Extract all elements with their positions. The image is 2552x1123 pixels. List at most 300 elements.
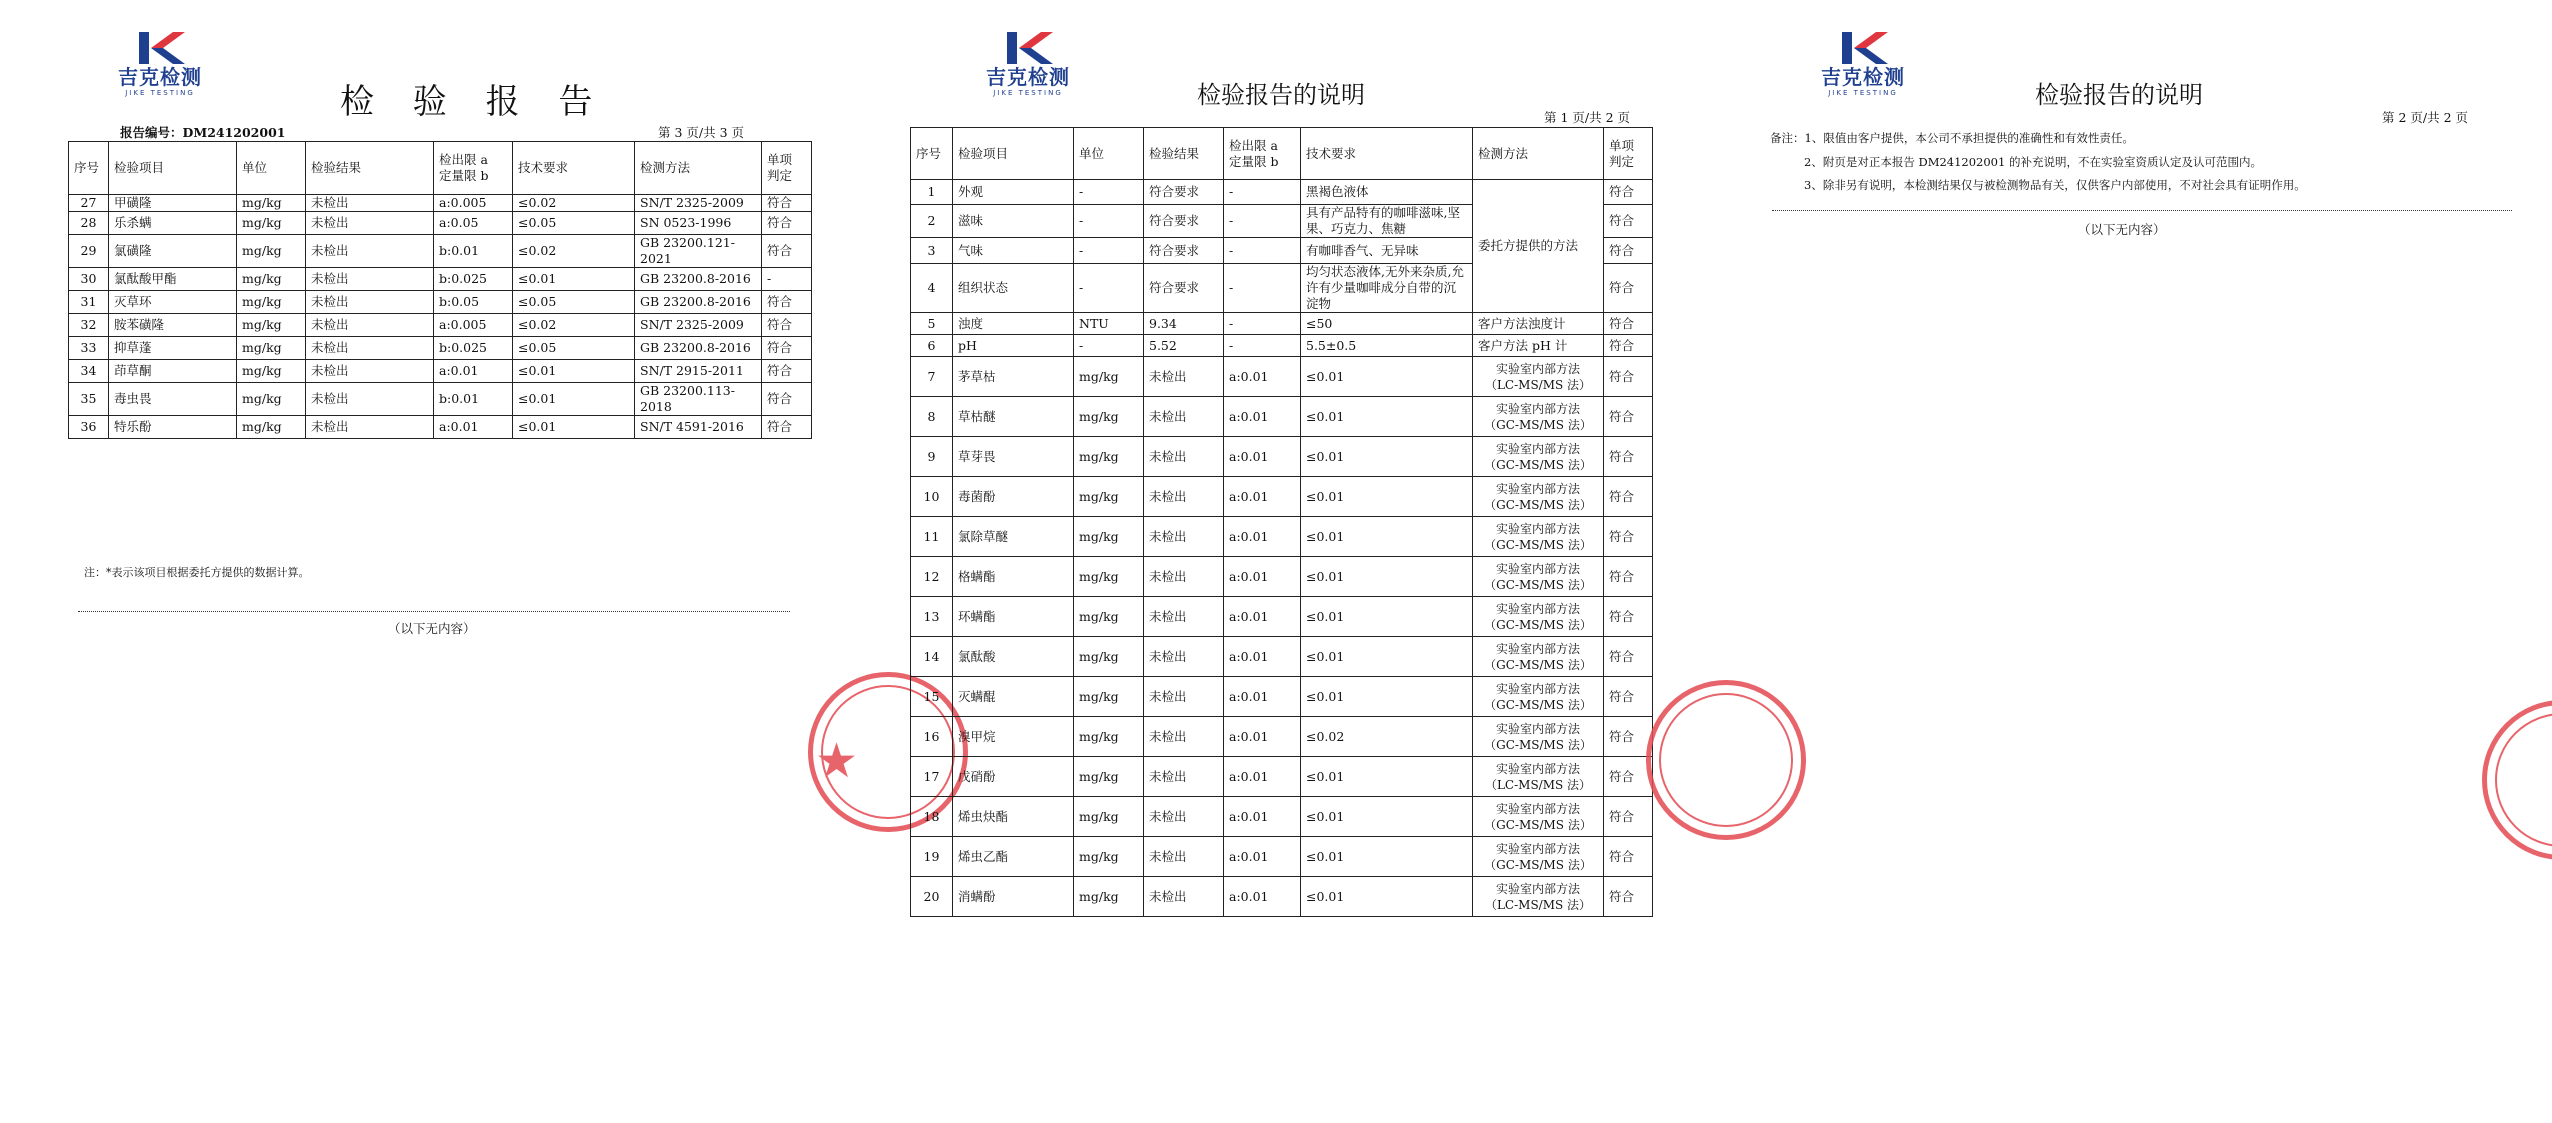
table-cell: a:0.01 <box>1224 517 1301 557</box>
table-cell: 32 <box>69 314 109 337</box>
table-cell: 烯虫乙酯 <box>953 837 1074 877</box>
table-cell: 未检出 <box>306 360 434 383</box>
jike-logo <box>1803 30 1923 98</box>
table-cell: ≤0.05 <box>513 291 635 314</box>
table-cell: 30 <box>69 268 109 291</box>
table-cell: 7 <box>911 357 953 397</box>
page-indicator: 第 2 页/共 2 页 <box>2382 110 2469 125</box>
table-cell: 抑草蓬 <box>109 337 237 360</box>
table-cell: 符合 <box>1604 437 1653 477</box>
table-cell: 符合 <box>762 235 812 268</box>
table-cell: a:0.01 <box>1224 677 1301 717</box>
table-cell: 12 <box>911 557 953 597</box>
explanation-page-1 <box>850 0 1700 1123</box>
end-of-content: （以下无内容） <box>388 621 476 636</box>
jike-k-logo-icon <box>1001 30 1055 66</box>
jike-k-logo-icon <box>1836 30 1890 66</box>
table-cell: 格螨酯 <box>953 557 1074 597</box>
table-cell: 胺苯磺隆 <box>109 314 237 337</box>
table-cell: - <box>1224 264 1301 313</box>
table-cell: 14 <box>911 637 953 677</box>
table-cell: 5.52 <box>1144 335 1224 357</box>
table-cell: 34 <box>69 360 109 383</box>
table-cell: 环螨酯 <box>953 597 1074 637</box>
table-cell: SN 0523-1996 <box>635 212 762 235</box>
table-cell: mg/kg <box>237 314 306 337</box>
page-title: 检验报告的说明 <box>2035 81 2203 109</box>
table-cell: a:0.01 <box>1224 797 1301 837</box>
table-cell: - <box>762 268 812 291</box>
table-cell: ≤0.01 <box>513 268 635 291</box>
column-header: 检验结果 <box>306 142 434 195</box>
table-cell: 未检出 <box>306 235 434 268</box>
table-cell: 符合 <box>1604 837 1653 877</box>
table-cell: 烯虫炔酯 <box>953 797 1074 837</box>
table-cell: 符合 <box>1604 397 1653 437</box>
table-cell: 9.34 <box>1144 313 1224 335</box>
table-cell: a:0.01 <box>1224 437 1301 477</box>
table-cell: 实验室内部方法 （GC-MS/MS 法） <box>1473 437 1604 477</box>
table-cell: 未检出 <box>1144 597 1224 637</box>
table-cell: ≤0.01 <box>1301 757 1473 797</box>
table-row <box>911 837 1653 877</box>
remarks-label: 备注： <box>1770 131 1805 145</box>
table-cell: 符合 <box>1604 717 1653 757</box>
table-cell: 均匀状态液体,无外来杂质,允许有少量咖啡成分自带的沉淀物 <box>1301 264 1473 313</box>
report-number-value: DM241202001 <box>182 125 286 140</box>
table-cell: mg/kg <box>1074 557 1144 597</box>
column-header: 检验项目 <box>109 142 237 195</box>
jike-logo <box>100 30 220 98</box>
table-row <box>911 477 1653 517</box>
table-cell: a:0.01 <box>1224 397 1301 437</box>
column-header: 检出限 a 定量限 b <box>434 142 513 195</box>
table-cell: 符合 <box>1604 797 1653 837</box>
table-cell: ≤0.01 <box>1301 877 1473 917</box>
table-cell: 20 <box>911 877 953 917</box>
table-cell: ≤0.01 <box>1301 517 1473 557</box>
table-row <box>69 195 812 212</box>
table-cell: mg/kg <box>1074 637 1144 677</box>
table-cell: a:0.005 <box>434 314 513 337</box>
table-cell: 符合要求 <box>1144 238 1224 264</box>
table-header-row <box>911 128 1653 180</box>
table-row <box>911 517 1653 557</box>
table-cell: 15 <box>911 677 953 717</box>
table-cell: ≤0.02 <box>513 314 635 337</box>
table-cell: 8 <box>911 397 953 437</box>
table-cell: 符合 <box>762 360 812 383</box>
table-cell: 实验室内部方法 （LC-MS/MS 法） <box>1473 357 1604 397</box>
table-cell: mg/kg <box>1074 517 1144 557</box>
table-cell: 实验室内部方法 （GC-MS/MS 法） <box>1473 717 1604 757</box>
dotted-divider <box>1772 210 2512 211</box>
jike-k-logo-icon <box>133 30 187 66</box>
table-cell: 符合要求 <box>1144 180 1224 205</box>
table-cell: SN/T 2325-2009 <box>635 195 762 212</box>
table-row <box>69 291 812 314</box>
table-cell: 27 <box>69 195 109 212</box>
table-cell: 有咖啡香气、无异味 <box>1301 238 1473 264</box>
table-cell: 毒虫畏 <box>109 383 237 416</box>
table-cell: 符合 <box>762 291 812 314</box>
table-cell: 茚草酮 <box>109 360 237 383</box>
table-cell: - <box>1074 238 1144 264</box>
table-row <box>911 637 1653 677</box>
table-cell: 5 <box>911 313 953 335</box>
table-cell: 草芽畏 <box>953 437 1074 477</box>
dotted-divider <box>78 611 790 612</box>
table-cell: 符合 <box>762 337 812 360</box>
table-cell: 符合要求 <box>1144 264 1224 313</box>
table-row <box>911 717 1653 757</box>
table-row <box>911 597 1653 637</box>
table-cell: 客户方法浊度计 <box>1473 313 1604 335</box>
table-cell: ≤0.02 <box>513 195 635 212</box>
table-cell: mg/kg <box>1074 397 1144 437</box>
table-cell: 3 <box>911 238 953 264</box>
table-cell: 特乐酚 <box>109 416 237 439</box>
table-cell: 氯酞酸 <box>953 637 1074 677</box>
table-cell: ≤0.01 <box>1301 797 1473 837</box>
table-row <box>69 416 812 439</box>
official-stamp <box>2482 700 2552 860</box>
table-cell: mg/kg <box>237 291 306 314</box>
table-cell: 消螨酚 <box>953 877 1074 917</box>
page-title: 检验报告的说明 <box>1197 81 1365 109</box>
table-cell: 符合 <box>1604 877 1653 917</box>
page-indicator: 第 3 页/共 3 页 <box>658 125 745 140</box>
table-cell: ≤0.01 <box>513 383 635 416</box>
table-cell: - <box>1074 180 1144 205</box>
table-cell: a:0.01 <box>1224 717 1301 757</box>
table-cell: 未检出 <box>306 337 434 360</box>
jike-logo <box>968 30 1088 98</box>
table-cell: 13 <box>911 597 953 637</box>
table-cell: 35 <box>69 383 109 416</box>
table-cell: ≤0.02 <box>513 235 635 268</box>
table-cell: ≤0.01 <box>1301 837 1473 877</box>
table-cell: 未检出 <box>306 383 434 416</box>
table-cell: mg/kg <box>237 195 306 212</box>
report-page-3 <box>0 0 859 1123</box>
table-cell: 实验室内部方法 （GC-MS/MS 法） <box>1473 637 1604 677</box>
sensory-method-cell: 委托方提供的方法 <box>1473 180 1604 313</box>
table-cell: 实验室内部方法 （GC-MS/MS 法） <box>1473 797 1604 837</box>
table-row <box>69 268 812 291</box>
table-cell: 9 <box>911 437 953 477</box>
table-row <box>911 757 1653 797</box>
table-cell: b:0.01 <box>434 383 513 416</box>
table-cell: 符合 <box>1604 180 1653 205</box>
table-cell: ≤0.01 <box>1301 557 1473 597</box>
table-cell: ≤0.01 <box>1301 397 1473 437</box>
table-row <box>911 397 1653 437</box>
table-cell: 2 <box>911 205 953 238</box>
table-cell: - <box>1074 264 1144 313</box>
table-cell: 未检出 <box>1144 757 1224 797</box>
table-cell: 未检出 <box>1144 477 1224 517</box>
remark-line-2: 2、附页是对正本报告 DM241202001 的补充说明，不在实验室资质认定及认可范围内。 <box>1804 154 2262 169</box>
table-cell: 毒菌酚 <box>953 477 1074 517</box>
table-cell: a:0.01 <box>434 360 513 383</box>
table-cell: a:0.01 <box>1224 637 1301 677</box>
table-cell: 实验室内部方法 （GC-MS/MS 法） <box>1473 517 1604 557</box>
table-cell: mg/kg <box>1074 477 1144 517</box>
table-cell: 16 <box>911 717 953 757</box>
table-cell: SN/T 2325-2009 <box>635 314 762 337</box>
table-cell: mg/kg <box>237 268 306 291</box>
table-cell: 符合 <box>1604 205 1653 238</box>
table-cell: 符合 <box>762 416 812 439</box>
table-cell: ≤0.02 <box>1301 717 1473 757</box>
remark-line-3: 3、除非另有说明，本检测结果仅与被检测物品有关，仅供客户内部使用，不对社会具有证明作用。 <box>1804 178 2306 192</box>
table-row <box>911 357 1653 397</box>
table-row <box>911 677 1653 717</box>
table-cell: 未检出 <box>306 212 434 235</box>
table-cell: ≤0.01 <box>513 416 635 439</box>
table-cell: 未检出 <box>306 195 434 212</box>
table-cell: 符合 <box>762 383 812 416</box>
table-cell: 符合 <box>1604 637 1653 677</box>
table-cell: 31 <box>69 291 109 314</box>
table-cell: 未检出 <box>1144 877 1224 917</box>
logo-name-cn: 吉克检测 <box>118 65 202 89</box>
table-cell: b:0.025 <box>434 337 513 360</box>
table-cell: 戊硝酚 <box>953 757 1074 797</box>
table-cell: 符合 <box>1604 313 1653 335</box>
table-cell: 氯磺隆 <box>109 235 237 268</box>
table-row <box>911 335 1653 357</box>
table-cell: a:0.01 <box>1224 877 1301 917</box>
table-cell: 符合 <box>1604 557 1653 597</box>
table-cell: 10 <box>911 477 953 517</box>
table-row <box>911 797 1653 837</box>
remark-line-1: 备注：1、限值由客户提供，本公司不承担提供的准确性和有效性责任。 <box>1770 131 2134 145</box>
table-cell: GB 23200.121-2021 <box>635 235 762 268</box>
table-cell: 乐杀螨 <box>109 212 237 235</box>
table-cell: - <box>1224 238 1301 264</box>
column-header: 检验项目 <box>953 128 1074 180</box>
table-cell: 未检出 <box>1144 557 1224 597</box>
column-header: 序号 <box>911 128 953 180</box>
table-cell: NTU <box>1074 313 1144 335</box>
table-cell: 符合 <box>1604 335 1653 357</box>
table-body <box>911 180 1653 917</box>
table-cell: 具有产品特有的咖啡滋味,坚果、巧克力、焦糖 <box>1301 205 1473 238</box>
table-cell: pH <box>953 335 1074 357</box>
table-cell: ≤0.01 <box>513 360 635 383</box>
table-cell: 未检出 <box>306 291 434 314</box>
table-cell: 灭螨醌 <box>953 677 1074 717</box>
table-cell: 11 <box>911 517 953 557</box>
column-header: 序号 <box>69 142 109 195</box>
table-cell: - <box>1224 335 1301 357</box>
table-cell: 未检出 <box>1144 837 1224 877</box>
table-cell: ≤0.01 <box>1301 477 1473 517</box>
table-cell: b:0.05 <box>434 291 513 314</box>
table-cell: 黑褐色液体 <box>1301 180 1473 205</box>
table-cell: a:0.01 <box>1224 837 1301 877</box>
table-cell: mg/kg <box>1074 357 1144 397</box>
table-row <box>911 313 1653 335</box>
table-cell: 符合 <box>762 195 812 212</box>
column-header: 技术要求 <box>1301 128 1473 180</box>
column-header: 技术要求 <box>513 142 635 195</box>
table-cell: 实验室内部方法 （GC-MS/MS 法） <box>1473 597 1604 637</box>
table-row <box>69 383 812 416</box>
table-cell: 外观 <box>953 180 1074 205</box>
explanation-page-2 <box>1700 0 2552 1123</box>
table-cell: 4 <box>911 264 953 313</box>
table-cell: a:0.01 <box>1224 757 1301 797</box>
column-header: 单项 判定 <box>1604 128 1653 180</box>
table-cell: b:0.01 <box>434 235 513 268</box>
table-cell: 符合 <box>1604 477 1653 517</box>
table-cell: SN/T 2915-2011 <box>635 360 762 383</box>
logo-name-en: JIKE TESTING <box>993 89 1063 97</box>
table-cell: 未检出 <box>1144 357 1224 397</box>
table-cell: - <box>1074 335 1144 357</box>
table-cell: - <box>1224 313 1301 335</box>
table-cell: 氯酞酸甲酯 <box>109 268 237 291</box>
table-cell: - <box>1224 205 1301 238</box>
logo-name-en: JIKE TESTING <box>125 89 195 97</box>
table-cell: 17 <box>911 757 953 797</box>
table-cell: 未检出 <box>1144 797 1224 837</box>
table-cell: 符合 <box>1604 517 1653 557</box>
table-cell: ≤50 <box>1301 313 1473 335</box>
table-cell: 未检出 <box>306 268 434 291</box>
table-row <box>69 314 812 337</box>
table-cell: 实验室内部方法 （LC-MS/MS 法） <box>1473 877 1604 917</box>
table-cell: 未检出 <box>1144 637 1224 677</box>
report-number-label: 报告编号： <box>120 125 183 140</box>
column-header: 检测方法 <box>1473 128 1604 180</box>
table-cell: 实验室内部方法 （GC-MS/MS 法） <box>1473 557 1604 597</box>
results-table <box>68 141 812 439</box>
table-cell: 5.5±0.5 <box>1301 335 1473 357</box>
logo-name-en: JIKE TESTING <box>1828 89 1898 97</box>
table-cell: a:0.05 <box>434 212 513 235</box>
table-cell: a:0.01 <box>1224 557 1301 597</box>
table-cell: ≤0.05 <box>513 212 635 235</box>
table-cell: 浊度 <box>953 313 1074 335</box>
table-cell: a:0.01 <box>1224 597 1301 637</box>
table-cell: 实验室内部方法 （GC-MS/MS 法） <box>1473 677 1604 717</box>
table-cell: 符合 <box>762 314 812 337</box>
results-table <box>910 127 1653 917</box>
logo-name-cn: 吉克检测 <box>986 65 1070 89</box>
table-row <box>911 437 1653 477</box>
table-row <box>911 180 1653 205</box>
table-cell: a:0.01 <box>1224 357 1301 397</box>
report-number <box>120 123 285 141</box>
table-cell: 组织状态 <box>953 264 1074 313</box>
table-cell: 符合要求 <box>1144 205 1224 238</box>
table-cell: SN/T 4591-2016 <box>635 416 762 439</box>
table-cell: 未检出 <box>1144 717 1224 757</box>
table-cell: ≤0.01 <box>1301 677 1473 717</box>
table-cell: GB 23200.8-2016 <box>635 291 762 314</box>
table-cell: mg/kg <box>1074 437 1144 477</box>
table-cell: 36 <box>69 416 109 439</box>
table-cell: mg/kg <box>1074 677 1144 717</box>
table-cell: 溴甲烷 <box>953 717 1074 757</box>
table-cell: b:0.025 <box>434 268 513 291</box>
table-cell: mg/kg <box>237 383 306 416</box>
table-cell: 草枯醚 <box>953 397 1074 437</box>
stamp-star-icon: ★ <box>815 733 859 789</box>
table-cell: 符合 <box>1604 238 1653 264</box>
table-cell: 符合 <box>1604 264 1653 313</box>
table-cell: 未检出 <box>1144 437 1224 477</box>
table-cell: ≤0.01 <box>1301 597 1473 637</box>
table-row <box>69 212 812 235</box>
table-cell: mg/kg <box>1074 797 1144 837</box>
table-cell: GB 23200.8-2016 <box>635 268 762 291</box>
table-cell: 实验室内部方法 （GC-MS/MS 法） <box>1473 837 1604 877</box>
table-cell: 符合 <box>1604 757 1653 797</box>
footnote: 注：*表示该项目根据委托方提供的数据计算。 <box>84 566 310 579</box>
table-cell: 茅草枯 <box>953 357 1074 397</box>
table-cell: 实验室内部方法 （LC-MS/MS 法） <box>1473 757 1604 797</box>
table-cell: a:0.01 <box>434 416 513 439</box>
table-cell: 未检出 <box>1144 517 1224 557</box>
table-cell: - <box>1074 205 1144 238</box>
table-cell: 甲磺隆 <box>109 195 237 212</box>
table-cell: ≤0.01 <box>1301 637 1473 677</box>
table-cell: GB 23200.113-2018 <box>635 383 762 416</box>
table-row <box>69 235 812 268</box>
table-row <box>69 360 812 383</box>
table-cell: 符合 <box>1604 677 1653 717</box>
table-cell: mg/kg <box>1074 717 1144 757</box>
column-header: 单项 判定 <box>762 142 812 195</box>
table-cell: GB 23200.8-2016 <box>635 337 762 360</box>
table-cell: mg/kg <box>237 212 306 235</box>
table-cell: ≤0.05 <box>513 337 635 360</box>
table-row <box>69 337 812 360</box>
table-cell: 未检出 <box>1144 677 1224 717</box>
column-header: 单位 <box>1074 128 1144 180</box>
table-cell: 灭草环 <box>109 291 237 314</box>
column-header: 单位 <box>237 142 306 195</box>
table-cell: mg/kg <box>1074 877 1144 917</box>
table-cell: 实验室内部方法 （GC-MS/MS 法） <box>1473 477 1604 517</box>
table-cell: 未检出 <box>1144 397 1224 437</box>
table-cell: ≤0.01 <box>1301 437 1473 477</box>
column-header: 检验结果 <box>1144 128 1224 180</box>
table-row <box>911 557 1653 597</box>
table-cell: mg/kg <box>1074 757 1144 797</box>
table-header-row <box>69 142 812 195</box>
page-indicator: 第 1 页/共 2 页 <box>1544 110 1631 125</box>
column-header: 检出限 a 定量限 b <box>1224 128 1301 180</box>
table-cell: a:0.005 <box>434 195 513 212</box>
table-cell: 33 <box>69 337 109 360</box>
table-cell: 氯除草醚 <box>953 517 1074 557</box>
table-cell: 29 <box>69 235 109 268</box>
table-cell: 滋味 <box>953 205 1074 238</box>
table-body <box>69 195 812 439</box>
table-cell: - <box>1224 180 1301 205</box>
table-cell: 气味 <box>953 238 1074 264</box>
table-cell: 6 <box>911 335 953 357</box>
table-cell: 客户方法 pH 计 <box>1473 335 1604 357</box>
table-row <box>911 877 1653 917</box>
page-title: 检 验 报 告 <box>340 82 607 122</box>
